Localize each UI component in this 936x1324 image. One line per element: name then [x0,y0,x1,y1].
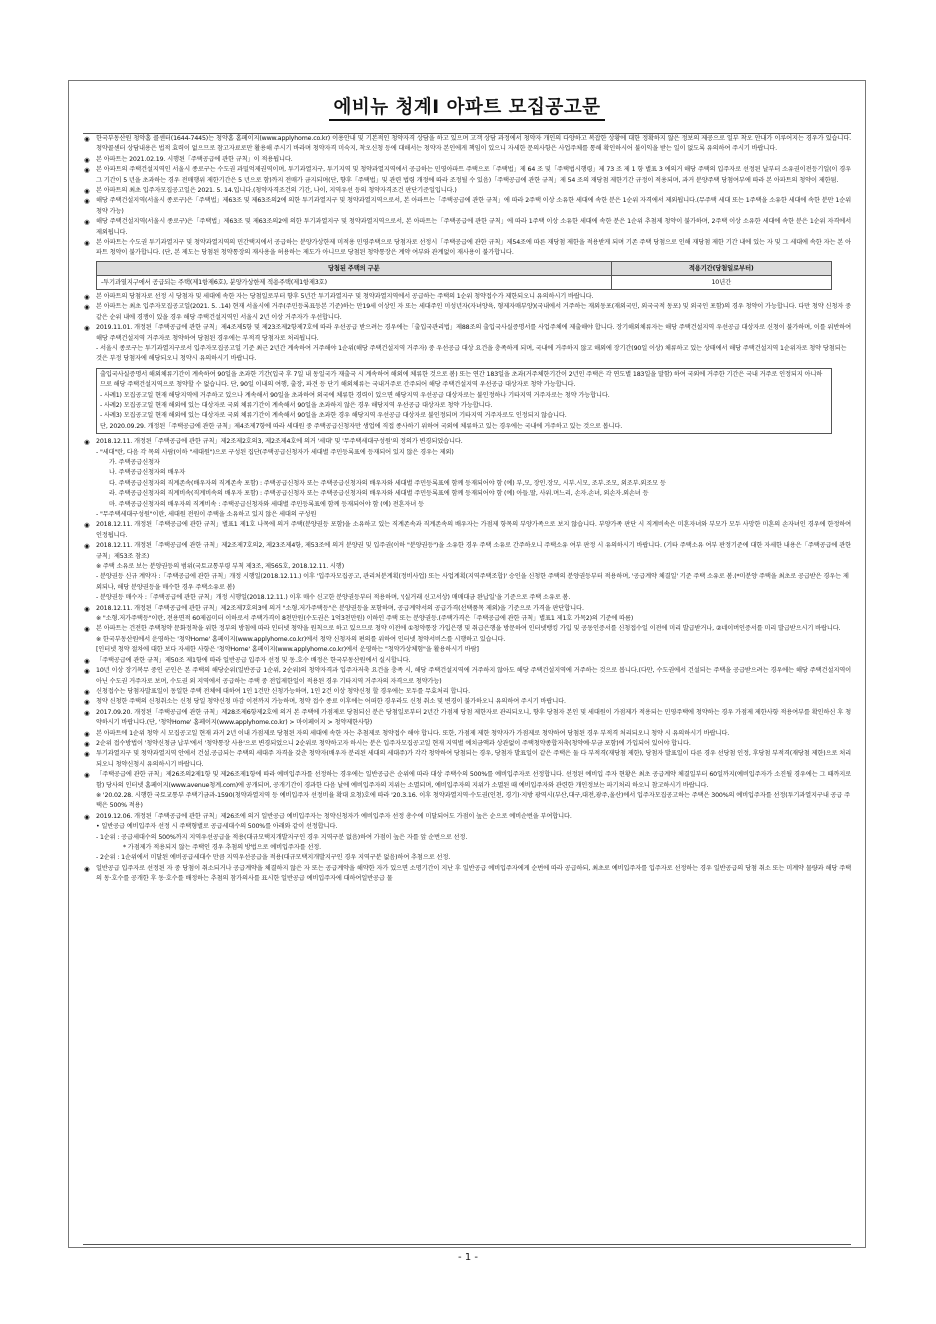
restriction-table [96,261,832,290]
table-cell: 10년간 [611,275,832,289]
notice-subline: ※ 주택 소유로 보는 분양권등의 범위(국토교통부령 부칙 제3조, 제565호, 2018.12.11. 시행) [96,563,344,571]
notice-paragraph: ◉ 본 아파트의 최초 입주자모집공고일은 2021. 5. 14.입니다.(청약자격조건의 기간, 나이, 지역우선 등의 청약자격조건 판단기준일입니다.) [83,186,851,196]
notice-subline: - 분양권등 신규 계약자 :「주택공급에 관한 규칙」개정 시행일(2018.12.11.) 이후 '입주자모집공고, 관리처분계획(정비사업) 또는 사업계획(지역주택조합)' 승인을 신청한 주택의 분양권등부터 적용하며, '공급계약 체결일' 기준 주택 소유로 봄.(*미분양 주택을 최초로 공급받은 경우는 제외되나, 해당 분양권등을 매수한 경우 주택소유로 봄) [96,573,849,591]
notice-paragraph: ◉ 10년 이상 장기복무 중인 군인은 본 주택의 해당순위(일반공급 1순위, 2순위)의 청약자격과 입주자저축 요건을 충족 시, 해당 주택건설지역에 거주하지 않아도 해당 주택건설지역에 거주하는 것으로 봅니다.(다만, 수도권에서 건설되는 주택을 공급받으려는 경우에는 해당 주택건설지역이 아닌 수도권 거주자로 보며, 수도권 외 지역에서 공급하는 주택 중 전입제한일이 적용된 경우 기타지역 거주자의 자격으로 청약가능) [83,666,851,687]
notice-paragraph: ◉ 해당 주택건설지역(서울시 종로구)은「주택법」제63조 및 제63조의2에 의한 투기과열지구 및 청약과열지역으로서, 본 아파트는「주택공급에 관한 규칙」에 따라 2주택 이상 소유한 세대에 속한 분은 1순위 자격에서 제외됩니다.(무주택 세대 또는 1주택을 소유한 세대에 속한 분만 1순위 청약 가능) [83,196,851,217]
notice-subline: * 가점제가 적용되지 않는 주택인 경우 추첨의 방법으로 예비입주자를 선정. [123,844,321,851]
notice-paragraph: ◉ 신청접수는 당첨자발표일이 동일한 주택 전체에 대하여 1인 1건만 신청가능하며, 1인 2건 이상 청약신청 할 경우에는 모두를 무효처리 합니다. [83,687,851,697]
household-item: 나. 주택공급신청자의 배우자 [109,469,186,477]
notice-subline: [인터넷 청약 절차에 대한 보다 자세한 사항은 '청약Home' 홈페이지(www.applyhome.co.kr)에서 운영하는 "청약가상체험"을 활용하시기 바람] [96,646,479,654]
notice-paragraph: ◉ 2019.11.01. 개정된「주택공급에 관한 규칙」제4조제5항 및 제23조제2항제7호에 따라 우선공급 받으려는 경우에는「출입국관리법」제88조의 출입국사실증명서를 사업주체에 제출해야 합니다. 장기해외체류자는 해당 주택건설지역 우선공급 대상자로 신청이 불가하며, 이를 위반하여 해당 주택건설지역 거주자로 청약하여 당첨된 경우에는 부적격 당첨자로 처리됩니다. [83,323,851,344]
notice-paragraph: ◉ 「주택공급에 관한 규칙」제26조의2제1항 및 제26조제1항에 따라 예비입주자를 선정하는 경우에는 일반공급은 순위에 따라 대상 주택수의 500%를 예비입주자로 선정합니다. 선정된 예비입 주자 현황은 최초 공급계약 체결일부터 60일까지(예비입주자가 소진될 경우에는 그 때까지로 함) 당사의 인터넷 홈페이지(www.avenue청계.com)에 공개되며, 공개기간이 경과한 다음 날에 예비입주자의 지위는 소멸되며, 예비입주자의 지위가 소멸된 때 예비입주자와 관련한 개인정보는 파기처리 하오니 참고하시기 바랍니다. [83,770,851,791]
notice-paragraph: ◉ 2017.09.20. 개정된「주택공급에 관한 규칙」제28조제6항제2호에 의거 본 주택에 가점제로 당첨되신 분은 당첨일로부터 2년간 가점제 당첨 제한자로 관리되오니, 향후 당첨자 본인 및 세대원이 가점제가 적용되는 민영주택에 청약하는 경우 가점제 제한사항 적용여부를 확인하신 후 청약하시기 바랍니다.(단, '청약Home' 홈페이지(www.applyhome.co.kr) > 마이페이지 > 청약제한사항) [83,708,851,729]
box-line: - 사례2) 모집공고일 현재 해외에 있는 대상자로 국외 체류기간이 계속해서 90일을 초과하지 않은 경우 해당지역 우선공급 대상자로 청약 가능합니다. [100,401,493,409]
notice-paragraph: ◉ 2018.12.11. 개정된「주택공급에 관한 규칙」제2조제7호의3에 의거 "소형.저가주택등"은 분양권등을 포함하며, 공급계약서의 공급가격(선택품목 제외)을 기준으로 가격을 판단합니다. [83,604,851,614]
overseas-residence-box [96,368,832,434]
notice-paragraph: ◉ 2018.12.11. 개정된「주택공급에 관한 규칙」제2조제2호의3, 제2조제4호에 의거 '세대' 및 '무주택세대구성원'의 정의가 변경되었습니다. [83,437,851,447]
notice-paragraph: ◉ 2순위 접수방법이 '청약신청금 납부'에서 '청약통장 사용'으로 변경되었으니 2순위로 청약하고자 하시는 분은 입주자모집공고일 현재 지역별 예치금액과 상관없이 주택청약종합저축(청약예·부금 포함)에 가입되어 있어야 합니다. [83,739,851,749]
document-title: 에비뉴 청계Ⅰ 아파트 모집공고문 [69,93,865,119]
household-item: 라. 주택공급신청자의 직계비속(직계비속의 배우자 포함) : 주택공급신청자 또는 주택공급신청자의 배우자와 세대별 주민등록표에 함께 등재되어야 함 (예) 아들.딸, 사위.며느리, 손자.손녀, 외손자.외손녀 등 [109,490,649,498]
box-line: 단, 2020.09.29. 개정된「주택공급에 관한 규칙」제4조제7항에 따라 세대원 중 주택공급신청자만 생업에 직접 종사하기 위하여 국외에 체류하고 있는 경우에는 국내에 거주하고 있는 것으로 봅니다. [100,422,623,430]
household-item: 다. 주택공급신청자의 직계존속(배우자의 직계존속 포함) : 주택공급신청자 또는 주택공급신청자의 배우자와 세대별 주민등록표에 함께 등재되어야 함 (예) 부,모, 장인.장모, 시부.시모, 조부.조모, 외조부.외조모 등 [109,479,666,487]
notice-paragraph: ◉ 본 아파트는 수도권 투기과열지구 및 청약과열지역의 민간택지에서 공급하는 분양가상한제 미적용 민영주택으로 당첨자로 선정시「주택공급에 관한 규칙」제54조에 따른 재당첨 제한을 적용받게 되며 기존 주택 당첨으로 인해 재당첨 제한 기간 내에 있는 자 및 그 세대에 속한 자는 본 아파트 청약이 불가합니다. (단, 본 제도는 당첨된 청약통장의 재사용을 허용하는 제도가 아니므로 당첨된 청약통장은 계약 여부와 관계없이 재사용이 불가합니다. [83,238,851,259]
notice-subline: ※ '20.02.28. 시행한 국토교통부 주택기금과-1590(청약과열지역 등 예비입주자 선정비율 확대 요청)호에 따라 '20.3.16. 이후 청약과열지역·수도권(인천, 경기)·지방 광역시(부산,대구,대전,광주,울산)에서 입주자모집공고하는 주택은 300%의 예비입주자를 선정(투기과열지구내 공급 주택은 500% 적용) [96,791,851,810]
table-header: 당첨된 주택의 구분 [97,261,612,275]
table-cell: -투기과열지구에서 공급되는 주택(제1항제6호), 분양가상한제 적용주택(제1항제3호) [97,275,612,289]
document-body [83,133,851,1245]
notice-subline: • 일반공급 예비입주자 선정 시 주택형별로 공급세대수의 500%를 아래와 같이 선정합니다. [96,823,338,831]
notice-paragraph: ◉ 투기과열지구 및 청약과열지역 안에서 건설.공급되는 주택의 세대주 자격을 갖춘 청약자(배우자 분리된 세대의 세대주)가 각각 청약하여 당첨되는 경우, 당첨자 발표일이 같은 주택은 둘 다 부적격(재당첨 제한), 당첨자 발표일이 다른 경우 선당첨 인정, 후당첨 부적격(재당첨 제한)으로 처리되오니 청약신청시 유의하시기 바랍니다. [83,749,851,770]
notice-subline: ※ 한국부동산원에서 운영하는 '청약Home' 홈페이지(www.applyhome.co.kr)에서 청약 신청자의 편의를 위하여 인터넷 청약서비스를 시행하고 있습니다. [96,635,506,643]
notice-paragraph: ◉ 청약 신청한 주택의 신청취소는 신청 당일 청약신청 마감 이전까지 가능하며, 청약 접수 종료 이후에는 어떠한 경우라도 신청 취소 및 변경이 불가하오니 유의하여 주시기 바랍니다. [83,697,851,707]
notice-paragraph: ◉ 본 아파트의 주택건설지역인 서울시 종로구는 수도권 과밀억제권역이며, 투기과열지구, 투기지역 및 청약과열지역에서 공급하는 민영아파트 주택으로「주택법」제 64 조 및「주택법시행령」제 73 조 제 1 항 별표 3 에의거 해당 주택의 입주자로 선정된 날부터 소유권이전등기일(이 경우 그 기간이 5 년을 초과하는 경우 전매행위 제한기간은 5 년으로 함)까지 전매가 금지되며(단, 향후「주택법」및 관련 법령 개정에 따라 조정될 수 있음)「주택공급에 관한 규칙」제 54 조의 재당첨 제한기간 규정이 적용되며, 과거 분양주택 당첨여부에 따라 본 아파트의 청약이 제한됨. [83,165,851,186]
notice-paragraph: ◉ 2019.12.06. 개정된「주택공급에 관한 규칙」제26조에 의거 일반공급 예비입주자는 청약신청자가 예비입주자 선정 총수에 미달되어도 가점이 높은 순으로 예비순번을 부여합니다. [83,812,851,822]
notice-paragraph: ◉ 일반공급 입주자로 선정된 자 중 당첨이 취소되거나 공급계약을 체결하지 않은 자 또는 공급계약을 해약한 자가 있으면 소명기간이 지난 후 일반공급 예비입주자에게 순번에 따라 공급하되, 최초로 예비입주자를 입주자로 선정하는 경우 일반공급의 당첨 취소 또는 미계약 물량과 해당 주택의 동·호수를 공개한 후 동·호수를 배정하는 추첨의 참가의사를 표시한 일반공급 예비입주자에 대하여일반공급 물 [83,864,851,885]
household-item: 마. 주택공급신청자의 배우자의 직계비속 : 주택공급신청자와 세대별 주민등록표에 함께 등재되어야 함 (예) 전혼자녀 등 [109,500,424,508]
notice-paragraph: ◉ 본 아파트는 최초 입주자모집공고일(2021. 5. .14) 현재 서울시에 거주(주민등록표등본 기준)하는 만19세 이상인 자 또는 세대주인 미성년자(자녀양육, 형제자매부양)(국내에서 거주하는 재외동포(재외국민, 외국국적 동포) 및 외국인 포함)의 경우 청약이 가능합니다. 다만 청약 신청자 중 같은 순위 내에 경쟁이 있을 경우 해당 주택건설지역인 서울시 2년 이상 거주자가 우선합니다. [83,302,851,323]
notice-paragraph: ◉ 한국부동산원 청약홈 콜센터(1644-7445)는 청약홈 홈페이지(www.applyhome.co.kr) 이용안내 및 기본적인 청약자격 상담을 하고 있으며 고객 상담 과정에서 청약자 개인의 다양하고 복잡한 상황에 대한 정확하지 않은 정보의 제공으로 일부 착오 안내가 이루어지는 경우가 있습니다. 청약콜센터 상담내용은 법적 효력이 없으므로 참고자료로만 활용해 주시기 바라며 청약자격 미숙지, 착오신청 등에 대해서는 청약자 본인에게 책임이 있으니 자세한 문의사항은 사업주체를 통해 확인하시어 불이익을 받는 일이 없도록 유의하여 주시기 바랍니다. [83,134,851,155]
notice-paragraph: ◉ 본 아파트는 건전한 주택청약 문화정착을 위한 정부의 방침에 따라 인터넷 청약을 원칙으로 하고 있으므로 청약 이전에 ①청약통장 가입은행 및 취급은행을 방문하여 인터넷뱅킹 가입 및 공동인증서를 신청접수일 이전에 미리 발급받거나, ②네이버인증서를 미리 발급받으시기 바랍니다. [83,624,851,634]
notice-subline: - 서울시 종로구는 투기과열지구로서 입주자모집공고일 기준 최근 2년간 계속하여 거주해야 1순위(해당 주택건설지역 거주자) 중 우선공급 대상 요건을 충족하게 되며, 국내에 거주하지 않고 해외에 장기간(90일 이상) 체류하고 있는 상태에서 해당 주택건설지역 1순위자로 청약 당첨되는 것은 부정 당첨자에 해당되오니 청약시 유의하시기 바랍니다. [96,344,847,363]
notice-paragraph: ◉ 2018.12.11. 개정된「주택공급에 관한 규칙」별표1 제1호 나목에 의거 주택(분양권등 포함)을 소유하고 있는 직계존속과 직계존속의 배우자는 가점제 항목의 부양가족으로 보지 않습니다. 부양가족 판단 시 직계비속은 미혼자녀와 부모가 모두 사망한 미혼의 손자녀인 경우에 한정하여 인정됩니다. [83,520,851,541]
table-header: 적용기간(당첨일로부터) [611,261,832,275]
box-line: - 사례3) 모집공고일 현재 해외에 있는 대상자로 국외 체류기간이 계속해서 90일을 초과한 경우 해당지역 우선공급 대상자로 불인정되며 기타지역 거주자로도 인정되지 않습니다. [100,412,567,420]
notice-subline: - 2순위 : 1순위에서 미달된 예비공급세대수 만큼 지역우선공급을 적용(대규모택지개발지구인 경우 지역구분 없음)하여 추첨으로 선정. [96,854,451,862]
notice-paragraph: ◉ 본 아파트의 당첨자로 선정 시 당첨자 및 세대에 속한 자는 당첨일로부터 향후 5년간 투기과열지구 및 청약과열지역에서 공급하는 주택의 1순위 청약접수가 제한되오니 유의하시기 바랍니다. [83,292,851,302]
table-row [97,275,832,289]
notice-paragraph: ◉ 「주택공급에 관한 규칙」제50조 제1항에 따라 일반공급 입주자 선정 및 동.호수 배정은 한국부동산원에서 실시합니다. [83,656,851,666]
box-line: - 사례1) 모집공고일 현재 해당지역에 거주하고 있으나 계속해서 90일을 초과하여 외국에 체류한 경력이 있으면 해당지역 우선공급 대상자로는 불인정하나 기타지역 거주자로는 청약 가능합니다. [100,391,610,399]
notice-subline: - 분양권등 매수자 :「주택공급에 관한 규칙」개정 시행일(2018.12.11.) 이후 매수 신고한 분양권등부터 적용하며, '(실거래 신고서상) 매매대금 완납일'을 기준으로 주택 소유로 봄. [96,594,571,602]
notice-paragraph: ◉ 해당 주택건설지역(서울시 종로구)은「주택법」제63조 및 제63조의2에 의한 투기과열지구 및 청약과열지역으로서, 본 아파트는「주택공급에 관한 규칙」에 따라 1주택 이상 소유한 세대에 속한 분은 1순위 추첨제 청약이 불가하며, 2주택 이상 소유한 세대에 속한 분은 1순위 자격에서 제외됩니다. [83,217,851,238]
notice-paragraph: ◉ 2018.12.11. 개정된「주택공급에 관한 규칙」제2조제7호의2, 제23조제4항, 제53조에 의거 분양권 및 입주권(이하 "분양권등")을 소유한 경우 주택 소유로 간주하오니 주택소유 여부 판정 시 유의하시기 바랍니다. (기타 주택소유 여부 판정기준에 대한 자세한 내용은「주택공급에 관한 규칙」제53조 참조) [83,541,851,562]
notice-paragraph: ◉ 본 아파트는 2021.02.19. 시행된「주택공급에 관한 규칙」이 적용됩니다. [83,155,851,165]
notice-subline: - "세대"란, 다음 각 목의 사람(이하 "세대원")으로 구성된 집단(주택공급신청자가 세대별 주민등록표에 등재되어 있지 않은 경우는 제외) [96,448,454,456]
page-number: - 1 - [458,1252,478,1263]
document-frame [68,80,866,1248]
notice-subline: - 1순위 : 공급세대수의 500%까지 지역우선공급을 적용(대규모택지개발지구인 경우 지역구분 없음)하여 가점이 높은 자를 앞 순번으로 선정. [96,833,468,841]
household-item: 가. 주택공급신청자 [109,458,160,466]
notice-subline: ※ "소형.저가주택등"이란, 전용면적 60제곱미터 이하로서 주택가격이 8천만원(수도권은 1억3천만원) 이하인 주택 또는 분양권등.(주택가격은「주택공급에 관한 규칙」별표1 제1호 가목2)의 기준에 따름) [96,615,634,623]
box-line: 출입국사실증명서 해외체류기간이 계속하여 90일을 초과한 기간(입국 후 7일 내 동일국가 재출국 시 계속하여 해외에 체류한 것으로 봄) 또는 연간 183일을 초과(거주체한기간이 2년인 주택은 각 연도별 183일을 말함) 하여 국외에 거주한 기간은 국내 거주로 인정되지 아니하므로 해당 주택건설지역으로 청약할 수 없습니다. 단, 90일 이내의 여행, 출장, 파견 등 단기 해외체류는 국내거주로 간주되어 해당 주택건설지역 우선공급 대상자로 청약 가능합니다. [100,370,823,389]
notice-subline: - "무주택세대구성원"이란, 세대원 전원이 주택을 소유하고 있지 않은 세대의 구성원 [96,511,317,518]
notice-paragraph: ◉ 본 아파트에 1순위 청약 시 모집공고일 현재 과거 2년 이내 가점제로 당첨된 자의 세대에 속한 자는 추첨제로 청약접수 해야 합니다. 또한, 가점제 제한 청약자가 가점제로 청약하여 당첨된 경우 부적격 처리되오니 청약 시 유의하시기 바랍니다. [83,729,851,739]
